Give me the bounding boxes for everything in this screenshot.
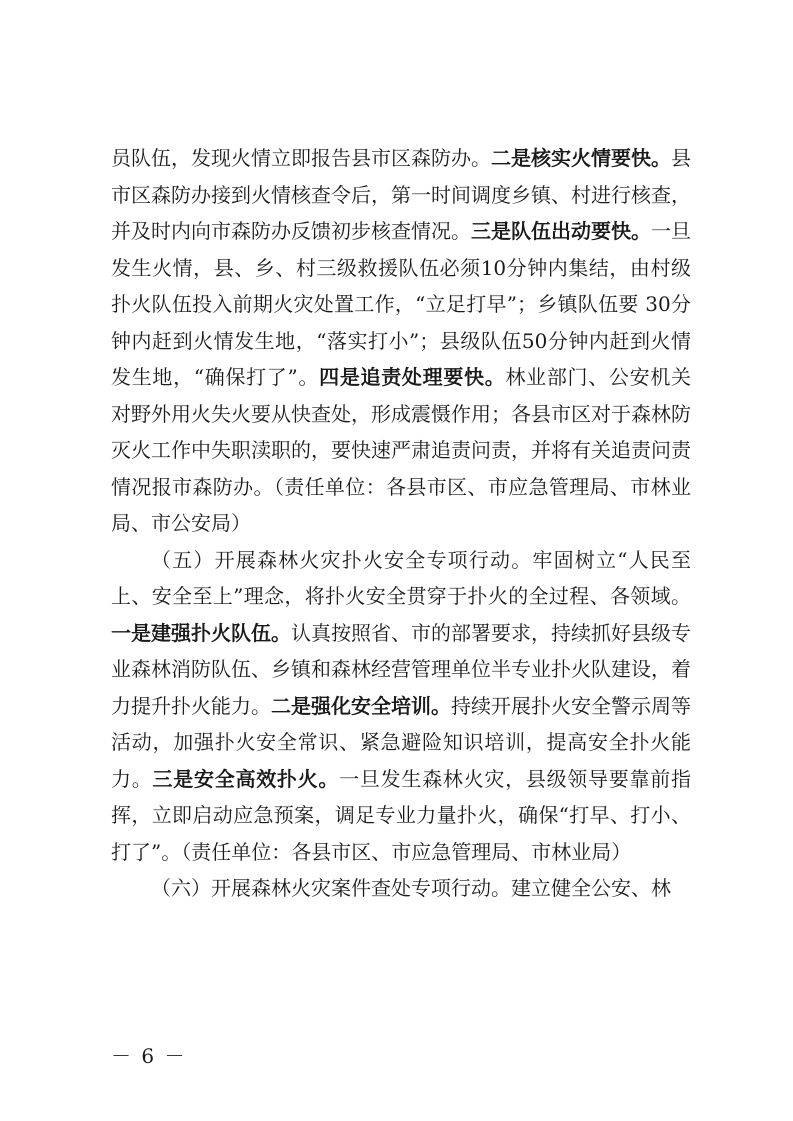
text-run: 员队伍，发现火情立即报告县市区森防办。: [111, 146, 491, 170]
bold-heading-run: 一是建强扑火队伍。: [111, 620, 291, 645]
paragraph: [111, 542, 691, 871]
text-run: 林业部门、公安机关对野外用火失火要从快查处，形成震慑作用；各县市区对于森林防灭火工作中失职渎职的，要快速严肃追责问责，并将有关追责问责情况报市森防办。（责任单位：各县市区、市应急管理局、市林业局、市公安局）: [111, 365, 692, 535]
body-text: [111, 140, 691, 907]
paragraph: [111, 870, 691, 907]
bold-heading-run: 三是安全高效扑火。: [152, 766, 340, 791]
text-run: 持续开展扑火安全警示周等活动，加强扑火安全常识、紧急避险知识培训，提高安全扑火能力。: [111, 693, 691, 791]
bold-heading-run: 二是核实火情要快。: [491, 146, 671, 170]
text-run: 认真按照省、市的部署要求，持续抓好县级专业森林消防队伍、乡镇和森林经营管理单位半专业扑火队建设，着力提升扑火能力。: [111, 620, 691, 718]
text-run: （五）开展森林火灾扑火安全专项行动。牢固树立“人民至上、安全至上”理念，将扑火安全贯穿于扑火的全过程、各领域。: [111, 547, 691, 608]
text-run: 一旦发生森林火灾，县级领导要靠前指挥，立即启动应急预案，调足专业力量扑火，确保“打早、打小、打了”。（责任单位：各县市区、市应急管理局、市林业局）: [111, 766, 692, 864]
text-run: （六）开展森林火灾案件查处专项行动。建立健全公安、林: [151, 876, 671, 900]
page-number: － 6 －: [111, 1044, 187, 1068]
bold-heading-run: 三是队伍出动要快。: [471, 219, 651, 243]
text-run: 县市区森防办接到火情核查令后，第一时间调度乡镇、村进行核查，并及时内向市森防办反馈初步核查情况。: [111, 146, 691, 243]
text-run: 一旦发生火情，县、乡、村三级救援队伍必须10分钟内集结，由村级扑火队伍投入前期火灾处置工作，“立足打早”；乡镇队伍要 30分钟内赶到火情发生地，“落实打小”；县级队伍50分钟内赶到火情发生地，“确保打了”。: [111, 219, 691, 389]
paragraph: [111, 140, 691, 542]
bold-heading-run: 二是强化安全培训。: [271, 693, 451, 718]
bold-heading-run: 四是追责处理要快。: [319, 365, 506, 389]
